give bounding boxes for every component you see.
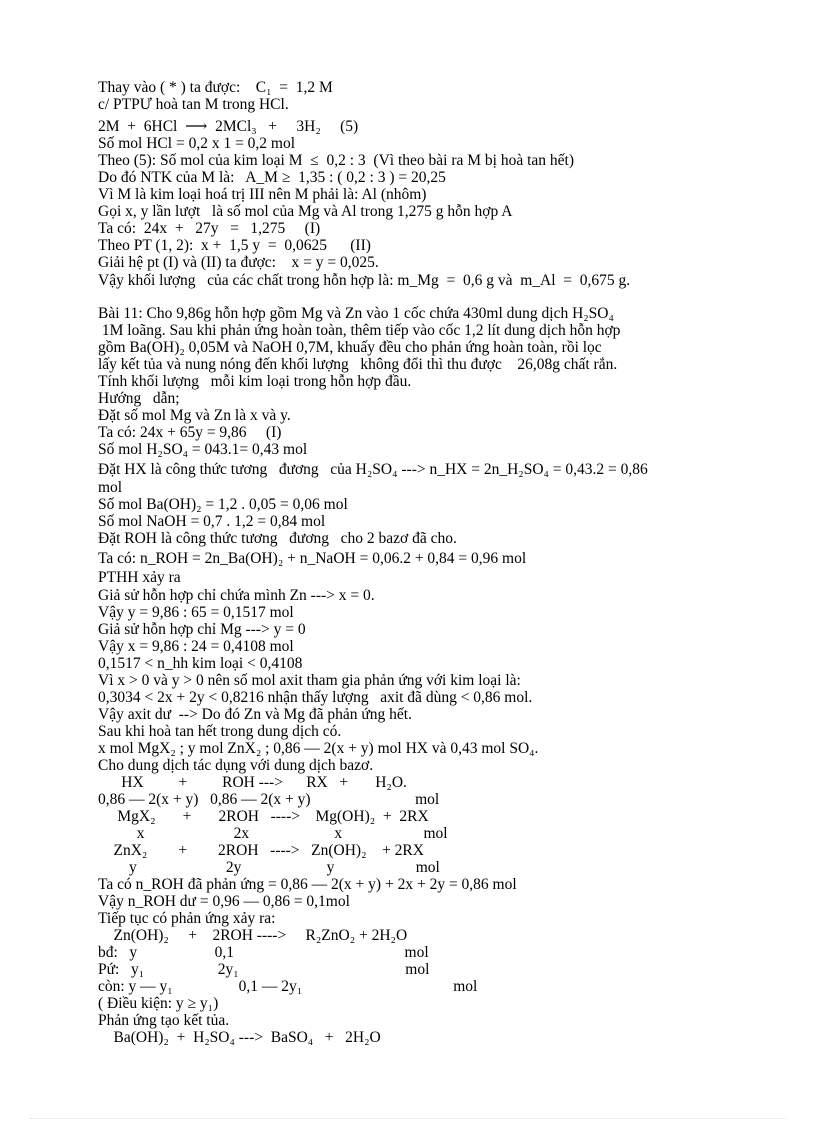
text-line: x 2x x mol [98, 825, 448, 842]
text-line: Ta có n_ROH đã phản ứng = 0,86 — 2(x + y) + 2x + 2y = 0,86 mol [98, 876, 517, 893]
text-line: Vậy axit dư --> Do đó Zn và Mg đã phản ứng hết. [98, 706, 412, 723]
text-line: Ta có: 24x + 65y = 9,86 (I) [98, 424, 282, 441]
text-line: Zn(OH)₂ + 2ROH ----> R₂ZnO₂ + 2H₂O [98, 927, 408, 944]
text-line: c/ PTPƯ hoà tan M trong HCl. [98, 96, 289, 113]
text-line: Ba(OH)₂ + H₂SO₄ ---> BaSO₄ + 2H₂O [98, 1029, 381, 1046]
text-line: Giả sử hỗn hợp chỉ Mg ---> y = 0 [98, 621, 306, 638]
text-line: lấy kết tủa và nung nóng đến khối lượng không đổi thì thu được 26,08g chất rắn. [98, 356, 618, 373]
text-line: Vậy y = 9,86 : 65 = 0,1517 mol [98, 604, 294, 621]
text-line: Đặt ROH là công thức tương đương cho 2 bazơ đã cho. [98, 530, 457, 547]
text-line: Đặt số mol Mg và Zn là x và y. [98, 407, 291, 424]
text-line: Theo PT (1, 2): x + 1,5 y = 0,0625 (II) [98, 237, 371, 254]
text-line: Giả sử hỗn hợp chỉ chứa mình Zn ---> x = 0. [98, 587, 375, 604]
text-line: 0,86 — 2(x + y) 0,86 — 2(x + y) mol [98, 791, 440, 808]
text-line: Vậy n_ROH dư = 0,96 — 0,86 = 0,1mol [98, 893, 350, 910]
text-line: PTHH xảy ra [98, 569, 181, 586]
text-line: MgX₂ + 2ROH ----> Mg(OH)₂ + 2RX [98, 808, 429, 825]
text-line: Hướng dẫn; [98, 390, 180, 407]
text-line: x mol MgX₂ ; y mol ZnX₂ ; 0,86 — 2(x + y) mol HX và 0,43 mol SO₄. [98, 740, 539, 757]
text-line: Vậy x = 9,86 : 24 = 0,4108 mol [98, 638, 294, 655]
text-line: mol [98, 479, 123, 496]
text-line: Đặt HX là công thức tương đương của H₂SO₄ ---> n_HX = 2n_H₂SO₄ = 0,43.2 = 0,86 [98, 461, 648, 478]
text-line: Số mol NaOH = 0,7 . 1,2 = 0,84 mol [98, 513, 326, 530]
text-line: Giải hệ pt (I) và (II) ta được: x = y = 0,025. [98, 254, 379, 271]
text-line: Vì M là kim loại hoá trị III nên M phải là: Al (nhôm) [98, 186, 427, 203]
text-line: 1M loãng. Sau khi phản ứng hoàn toàn, thêm tiếp vào cốc 1,2 lít dung dịch hỗn hợp [98, 322, 621, 339]
text-line: bđ: y 0,1 mol [98, 944, 429, 961]
text-line: Số mol H₂SO₄ = 043.1= 0,43 mol [98, 441, 308, 458]
page-bottom-divider [30, 1118, 786, 1119]
text-line: ( Điều kiện: y ≥ y₁) [98, 995, 219, 1012]
text-line: Số mol HCl = 0,2 x 1 = 0,2 mol [98, 135, 296, 152]
text-line: Do đó NTK của M là: A_M ≥ 1,35 : ( 0,2 : 3 ) = 20,25 [98, 169, 446, 186]
text-line: Gọi x, y lần lượt là số mol của Mg và Al trong 1,275 g hỗn hợp A [98, 203, 513, 220]
text-line: HX + ROH ---> RX + H₂O. [98, 774, 407, 791]
text-line: Phản ứng tạo kết tủa. [98, 1012, 230, 1029]
text-line: Tiếp tục có phản ứng xảy ra: [98, 910, 276, 927]
text-line: Ta có: n_ROH = 2n_Ba(OH)₂ + n_NaOH = 0,06.2 + 0,84 = 0,96 mol [98, 550, 527, 567]
text-line: 0,1517 < n_hh kim loại < 0,4108 [98, 655, 303, 672]
text-line: gồm Ba(OH)₂ 0,05M và NaOH 0,7M, khuấy đều cho phản ứng hoàn toàn, rồi lọc [98, 339, 602, 356]
text-line: Bài 11: Cho 9,86g hỗn hợp gồm Mg và Zn vào 1 cốc chứa 430ml dung dịch H₂SO₄ [98, 305, 614, 322]
text-line: Thay vào ( * ) ta được: C₁ = 1,2 M [98, 79, 333, 96]
text-line: Pứ: y₁ 2y₁ mol [98, 961, 430, 978]
text-line: Sau khi hoà tan hết trong dung dịch có. [98, 723, 342, 740]
text-line: y 2y y mol [98, 859, 440, 876]
text-line: Cho dung dịch tác dụng với dung dịch bazơ. [98, 757, 374, 774]
text-line: Theo (5): Số mol của kim loại M ≤ 0,2 : 3 (Vì theo bài ra M bị hoà tan hết) [98, 152, 574, 169]
text-line: 2M + 6HCl ⟶ 2MCl₃ + 3H₂ (5) [98, 118, 359, 135]
text-line: 0,3034 < 2x + 2y < 0,8216 nhận thấy lượng axit đã dùng < 0,86 mol. [98, 689, 533, 706]
text-line: Vậy khối lượng của các chất trong hỗn hợp là: m_Mg = 0,6 g và m_Al = 0,675 g. [98, 272, 631, 289]
text-line: Tính khối lượng mỗi kim loại trong hỗn hợp đầu. [98, 373, 412, 390]
text-line: Ta có: 24x + 27y = 1,275 (I) [98, 220, 321, 237]
text-line: ZnX₂ + 2ROH ----> Zn(OH)₂ + 2RX [98, 842, 424, 859]
text-line: Số mol Ba(OH)₂ = 1,2 . 0,05 = 0,06 mol [98, 496, 348, 513]
text-line: Vì x > 0 và y > 0 nên số mol axit tham gia phản ứng với kim loại là: [98, 672, 521, 689]
text-line: còn: y — y₁ 0,1 — 2y₁ mol [98, 978, 478, 995]
